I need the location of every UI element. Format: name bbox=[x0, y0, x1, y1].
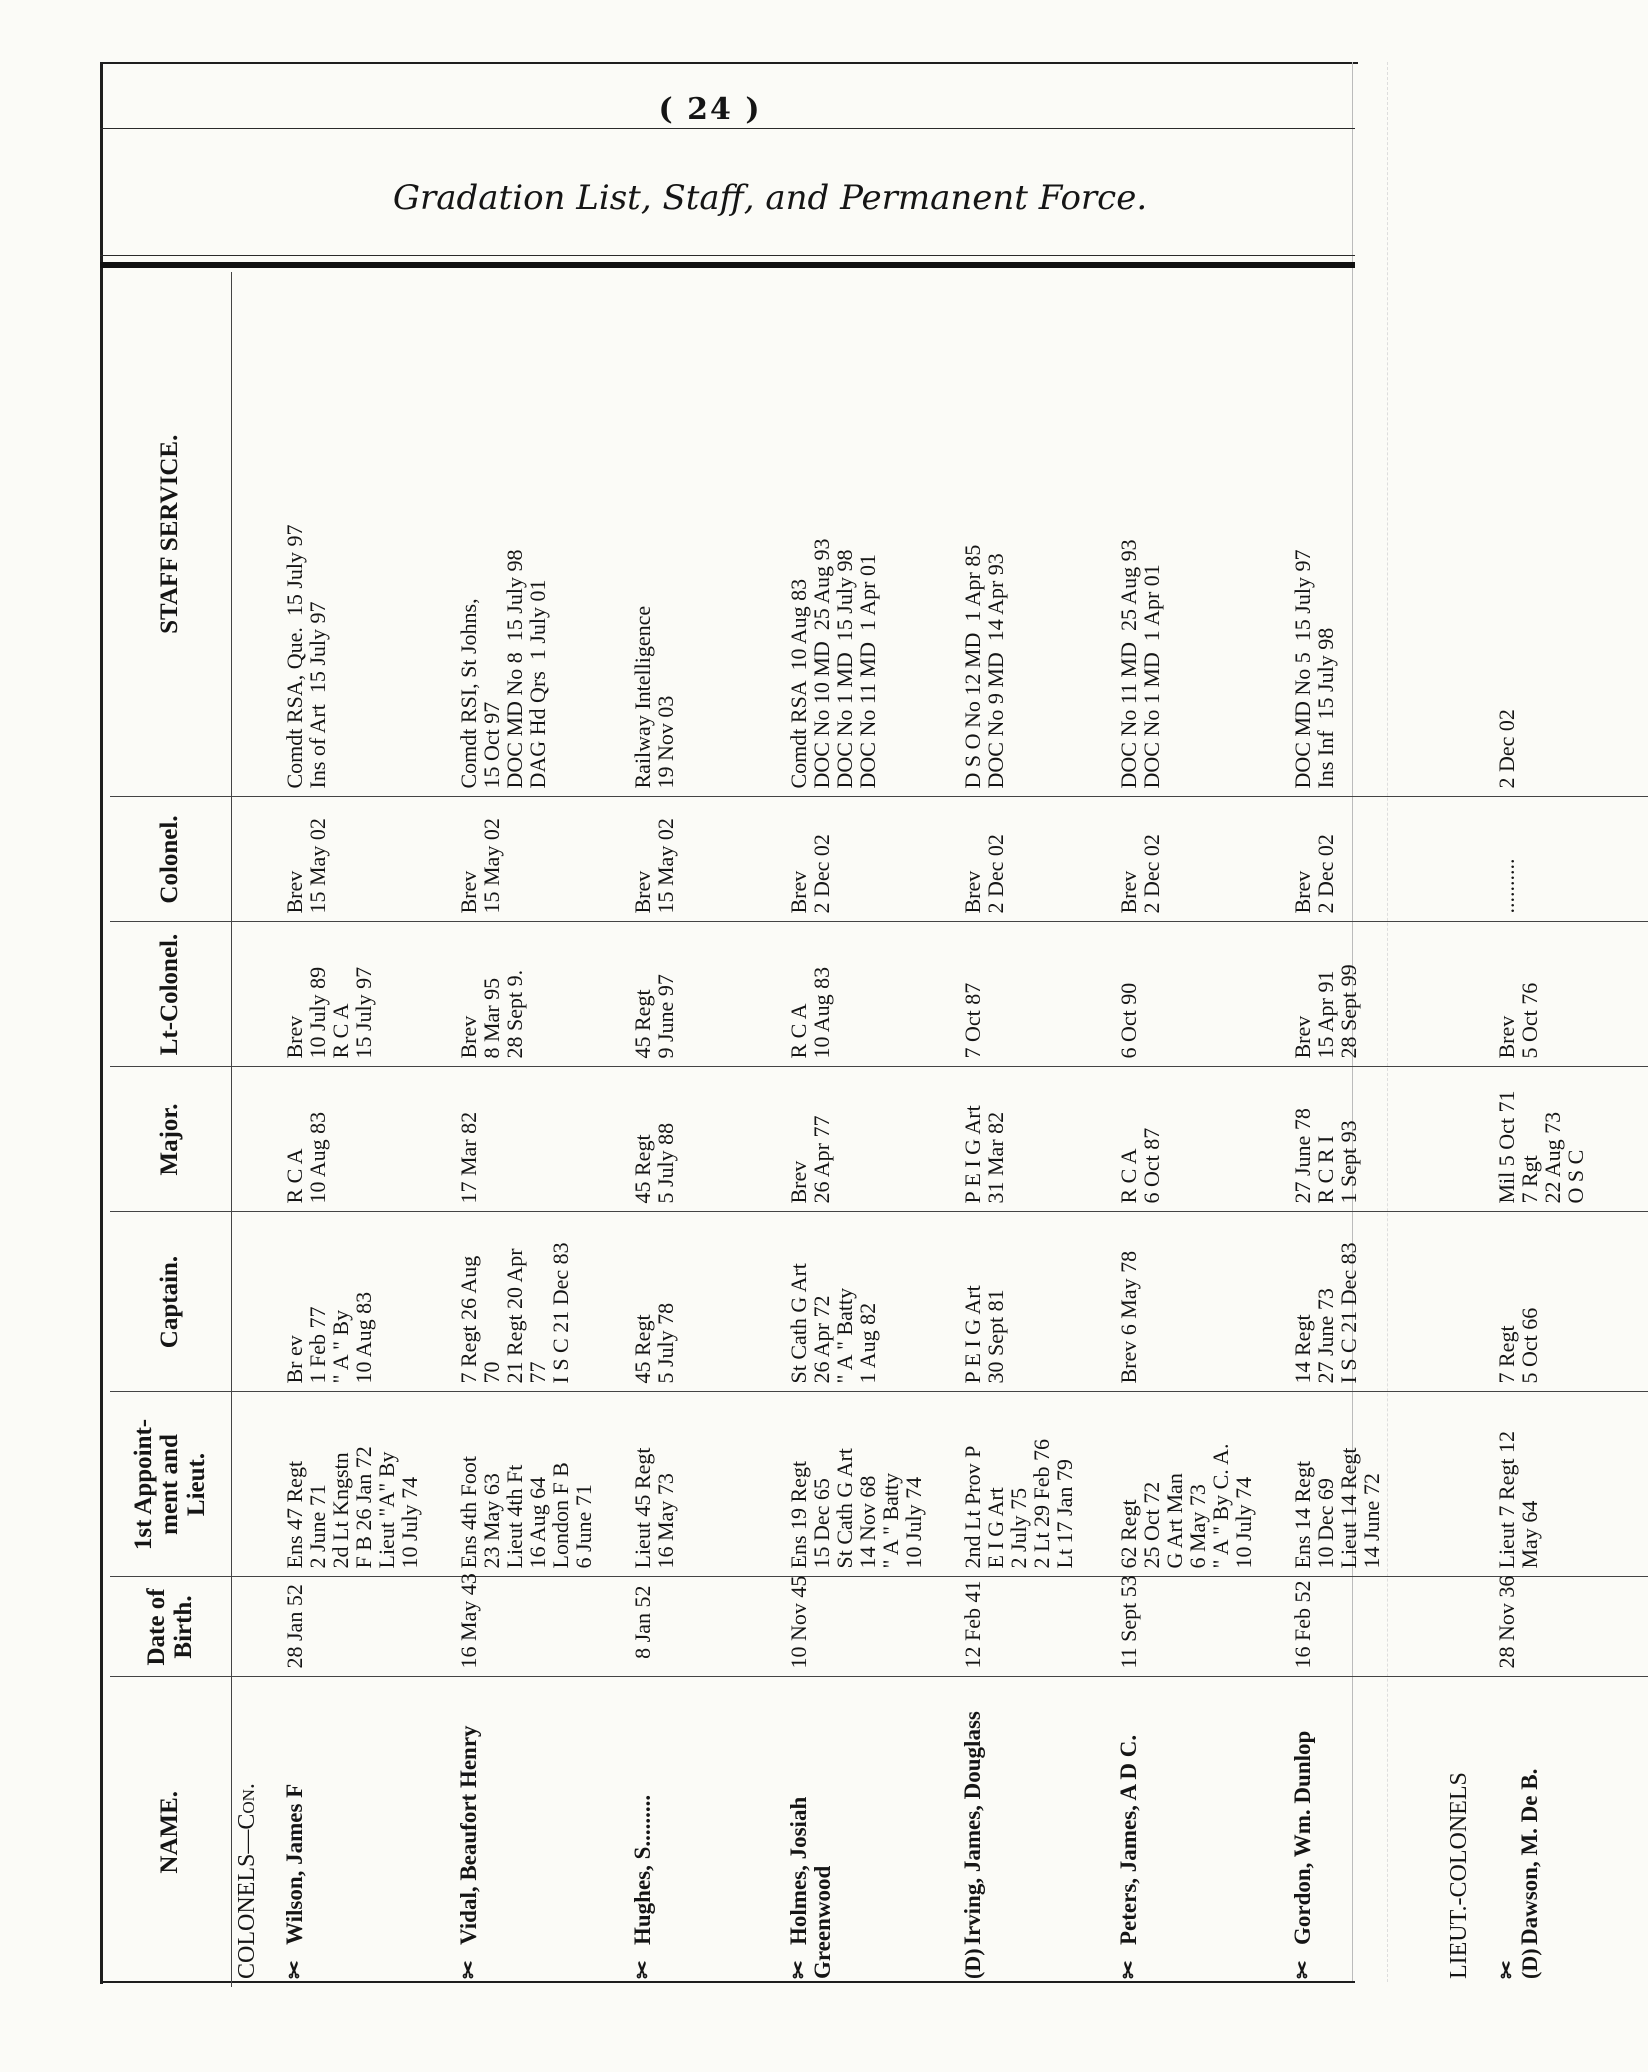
cell-colonel bbox=[1114, 797, 1288, 922]
table-row bbox=[784, 272, 958, 1987]
cell-line: 77 bbox=[525, 1361, 551, 1384]
cell-line: DOC MD No 5 15 July 97 bbox=[1290, 549, 1315, 789]
cell-lt-colonel bbox=[454, 922, 628, 1067]
cell-major bbox=[628, 1067, 784, 1212]
cell-staff-service bbox=[1114, 272, 1288, 797]
cell-line: 9 June 97 bbox=[653, 974, 679, 1059]
table-row bbox=[1492, 272, 1648, 1987]
cell-dob bbox=[784, 1577, 958, 1677]
cell-line: 2 Dec 02 bbox=[1313, 834, 1339, 914]
cell-line: 10 Aug 83 bbox=[809, 966, 835, 1059]
cell-line: 2nd Lt Prov P bbox=[960, 1445, 985, 1569]
cell-line: 15 May 02 bbox=[479, 818, 505, 914]
cell-line: 5 Oct 66 bbox=[1517, 1307, 1543, 1384]
cell-line: DOC MD No 8 15 July 98 bbox=[502, 549, 528, 789]
cell-line: D S O No 12 MD 1 Apr 85 bbox=[960, 544, 985, 789]
cell-line: Ins Inf 15 July 98 bbox=[1313, 627, 1339, 789]
header-captain: Captain. bbox=[110, 1212, 232, 1392]
header-rule-bottom bbox=[100, 255, 1355, 256]
cell-captain bbox=[958, 1212, 1114, 1392]
cell-line: O S C bbox=[1563, 1149, 1589, 1204]
cell-line: 6 Oct 90 bbox=[1116, 982, 1141, 1059]
cell-major bbox=[454, 1067, 628, 1212]
officer-name-cell bbox=[784, 1677, 958, 1987]
officer-name: Dawson, M. De B. bbox=[1517, 1768, 1543, 1945]
cell-line: 2 Dec 02 bbox=[1139, 834, 1165, 914]
cell-first-appointment bbox=[1114, 1392, 1288, 1577]
cell-lt-colonel bbox=[784, 922, 958, 1067]
cell-colonel bbox=[958, 797, 1114, 922]
officer-name: Vidal, Beaufort Henry bbox=[456, 1725, 481, 1945]
header-first-appointment: 1st Appoint- ment and Lieut. bbox=[110, 1392, 232, 1577]
cell-line: 7 Regt 26 Aug bbox=[456, 1255, 481, 1384]
header-date-of-birth: Date of Birth. bbox=[110, 1577, 232, 1677]
cell-line: 10 Nov 45 bbox=[786, 1575, 811, 1669]
cell-line: Lieut "A" By bbox=[374, 1451, 400, 1569]
cell-captain bbox=[628, 1212, 784, 1392]
cell-major bbox=[784, 1067, 958, 1212]
cell-line: 2 Lt 29 Feb 76 bbox=[1029, 1438, 1055, 1569]
cell-line: 10 July 74 bbox=[1231, 1476, 1257, 1569]
decoration-mark-icon: ✂(D) bbox=[1494, 1948, 1543, 1979]
cell-line: G Art Man bbox=[1162, 1473, 1188, 1569]
cell-line: 10 July 89 bbox=[305, 966, 331, 1059]
cell-line: 16 Feb 52 bbox=[1290, 1580, 1315, 1669]
cell-dob bbox=[1492, 1577, 1648, 1677]
cell-line: Brev bbox=[1116, 870, 1141, 914]
cell-major bbox=[1492, 1067, 1648, 1212]
section-empty-cell bbox=[232, 922, 281, 1067]
cell-dob bbox=[958, 1577, 1114, 1677]
cell-staff-service bbox=[1288, 272, 1444, 797]
cell-line: Brev bbox=[786, 1160, 811, 1204]
cell-line: DOC No 9 MD 14 Apr 93 bbox=[983, 553, 1009, 789]
cell-line: 45 Regt bbox=[630, 1134, 655, 1204]
cell-line: 28 Jan 52 bbox=[282, 1584, 307, 1669]
cell-captain bbox=[454, 1212, 628, 1392]
cell-line: Lieut 4th Ft bbox=[502, 1464, 528, 1569]
cell-line: R C A bbox=[1116, 1148, 1141, 1204]
cell-line: 14 Nov 68 bbox=[855, 1475, 881, 1569]
section-empty-cell bbox=[232, 1067, 281, 1212]
cell-first-appointment bbox=[280, 1392, 454, 1577]
table-row bbox=[628, 272, 784, 1987]
cell-line: Brev bbox=[1290, 870, 1315, 914]
cell-line: Brev bbox=[630, 870, 655, 914]
cell-line: Ins of Art 15 July 97 bbox=[305, 601, 331, 789]
page-number: ( 24 ) bbox=[658, 92, 762, 127]
cell-line: 7 Regt bbox=[1494, 1325, 1519, 1384]
cell-line: 31 Mar 82 bbox=[983, 1111, 1009, 1204]
cell-colonel bbox=[280, 797, 454, 922]
table-row bbox=[1288, 272, 1444, 1987]
cell-staff-service bbox=[784, 272, 958, 797]
cell-lt-colonel bbox=[1288, 922, 1444, 1067]
officer-name: Holmes, Josiah Greenwood bbox=[786, 1796, 836, 1979]
cell-line: 19 Nov 03 bbox=[653, 695, 679, 789]
cell-line: " A " By C. A. bbox=[1208, 1443, 1234, 1569]
section-empty-cell bbox=[232, 1212, 281, 1392]
cell-line: Comdt RSI, St Johns, bbox=[456, 598, 481, 789]
cell-colonel bbox=[784, 797, 958, 922]
cell-line: R C R I bbox=[1313, 1135, 1339, 1204]
section-row bbox=[1444, 272, 1492, 1987]
header-name: NAME. bbox=[110, 1677, 232, 1987]
cell-line: Lieut 7 Regt 12 bbox=[1494, 1431, 1519, 1569]
cell-line: 12 Feb 41 bbox=[960, 1580, 985, 1669]
officer-name: Irving, James, Douglass bbox=[960, 1711, 985, 1945]
cell-line: 15 Dec 65 bbox=[809, 1478, 835, 1569]
cell-line: 16 Aug 64 bbox=[525, 1476, 551, 1569]
section-empty-cell bbox=[1444, 1392, 1492, 1577]
cell-line: May 64 bbox=[1517, 1500, 1543, 1569]
decoration-mark-icon: ✂ bbox=[1116, 1960, 1141, 1979]
decoration-mark-icon: ✂ bbox=[1290, 1960, 1315, 1979]
cell-line: Ens 47 Regt bbox=[282, 1460, 307, 1569]
officer-name-cell bbox=[280, 1677, 454, 1987]
cell-line: R C A bbox=[282, 1148, 307, 1204]
cell-staff-service bbox=[1492, 272, 1648, 797]
table-row bbox=[1114, 272, 1288, 1987]
cell-line: 45 Regt bbox=[630, 989, 655, 1059]
cell-line: St Cath G Art bbox=[786, 1263, 811, 1384]
cell-line: 5 July 88 bbox=[653, 1122, 679, 1204]
cell-line: 10 Aug 83 bbox=[305, 1111, 331, 1204]
cell-line: 21 Regt 20 Apr bbox=[502, 1248, 528, 1384]
cell-line: 15 May 02 bbox=[305, 818, 331, 914]
cell-line: 27 June 73 bbox=[1313, 1288, 1339, 1384]
header-lt-colonel: Lt-Colonel. bbox=[110, 922, 232, 1067]
gradation-table bbox=[110, 272, 1648, 1987]
cell-major bbox=[1114, 1067, 1288, 1212]
cell-colonel bbox=[1288, 797, 1444, 922]
cell-captain bbox=[1492, 1212, 1648, 1392]
cell-staff-service bbox=[280, 272, 454, 797]
cell-line: 1 Feb 77 bbox=[305, 1306, 331, 1384]
cell-line: 1 Sept 93 bbox=[1336, 1120, 1362, 1204]
cell-line: Brev bbox=[282, 870, 307, 914]
officer-name: Hughes, S......... bbox=[630, 1794, 655, 1945]
cell-line: 30 Sept 81 bbox=[983, 1289, 1009, 1384]
table-body bbox=[232, 272, 1648, 1987]
header-colonel: Colonel. bbox=[110, 797, 232, 922]
cell-line: DAG Hd Qrs 1 July 01 bbox=[525, 579, 551, 789]
cell-captain bbox=[1288, 1212, 1444, 1392]
officer-name-cell bbox=[958, 1677, 1114, 1987]
cell-line: " A " Batty bbox=[878, 1472, 904, 1569]
officer-name-cell bbox=[1114, 1677, 1288, 1987]
cell-line: Brev bbox=[282, 1015, 307, 1059]
cell-line: Mil 5 Oct 71 bbox=[1494, 1090, 1519, 1204]
cell-dob bbox=[454, 1573, 628, 1677]
section-label: COLONELS—Con. bbox=[234, 1783, 260, 1979]
cell-line: 22 Aug 73 bbox=[1540, 1111, 1566, 1204]
cell-first-appointment bbox=[958, 1392, 1114, 1577]
rotated-table-wrapper bbox=[110, 272, 1589, 1987]
cell-line: Ens 14 Regt bbox=[1290, 1460, 1315, 1569]
officer-name: Peters, James, A D C. bbox=[1116, 1734, 1141, 1945]
cell-line: 28 Sept 9. bbox=[502, 969, 528, 1059]
decoration-mark-icon: ✂ bbox=[630, 1960, 655, 1979]
cell-line: Lieut 45 Regt bbox=[630, 1447, 655, 1569]
cell-line: 15 July 97 bbox=[351, 966, 377, 1059]
cell-line: Br ev bbox=[282, 1335, 307, 1384]
cell-captain bbox=[784, 1212, 958, 1392]
cell-line: Brev bbox=[456, 870, 481, 914]
cell-line: 5 Oct 76 bbox=[1517, 982, 1543, 1059]
cell-line: 14 Regt bbox=[1290, 1314, 1315, 1384]
cell-line: 2 Dec 02 bbox=[1494, 709, 1519, 789]
decoration-mark-icon: (D) bbox=[960, 1948, 985, 1979]
cell-line: 45 Regt bbox=[630, 1314, 655, 1384]
section-row bbox=[232, 272, 281, 1987]
cell-line: E I G Art bbox=[983, 1487, 1009, 1569]
decoration-mark-icon: ✂ bbox=[282, 1960, 307, 1979]
section-empty-cell bbox=[1444, 922, 1492, 1067]
section-label: LIEUT.-COLONELS bbox=[1446, 1772, 1472, 1979]
officer-name: Wilson, James F bbox=[282, 1783, 307, 1945]
cell-dob bbox=[1114, 1577, 1288, 1677]
cell-lt-colonel bbox=[628, 922, 784, 1067]
cell-major bbox=[1288, 1067, 1444, 1212]
cell-major bbox=[958, 1067, 1114, 1212]
cell-first-appointment bbox=[454, 1392, 628, 1577]
cell-line: 2 Dec 02 bbox=[809, 834, 835, 914]
cell-line: 6 May 73 bbox=[1185, 1484, 1211, 1569]
officer-name-cell bbox=[628, 1677, 784, 1987]
section-empty-cell bbox=[1444, 1067, 1492, 1212]
officer-name: Gordon, Wm. Dunlop bbox=[1290, 1730, 1315, 1945]
cell-major bbox=[280, 1067, 454, 1212]
cell-line: 8 Mar 95 bbox=[479, 977, 505, 1059]
cell-lt-colonel bbox=[1492, 922, 1648, 1067]
cell-dob bbox=[1288, 1577, 1444, 1677]
cell-lt-colonel bbox=[1114, 922, 1288, 1067]
cell-line: Railway Intelligence bbox=[630, 605, 655, 789]
cell-line: 70 bbox=[479, 1361, 505, 1384]
cell-line: DOC No 1 MD 15 July 98 bbox=[832, 549, 858, 789]
cell-line: 16 May 43 bbox=[456, 1573, 481, 1669]
header-rule-top bbox=[100, 128, 1355, 129]
cell-dob bbox=[628, 1577, 784, 1677]
cell-first-appointment bbox=[784, 1392, 958, 1577]
section-empty-cell bbox=[232, 1392, 281, 1577]
cell-line: 15 Apr 91 bbox=[1313, 970, 1339, 1059]
cell-line: R C A bbox=[786, 1003, 811, 1059]
cell-line: 28 Nov 36 bbox=[1494, 1575, 1519, 1669]
cell-line: DOC No 11 MD 25 Aug 93 bbox=[1116, 539, 1141, 789]
cell-line: Brev bbox=[1494, 1015, 1519, 1059]
cell-lt-colonel bbox=[958, 922, 1114, 1067]
cell-line: 15 May 02 bbox=[653, 818, 679, 914]
cell-line: 26 Apr 72 bbox=[809, 1295, 835, 1384]
cell-line: Brev bbox=[960, 870, 985, 914]
cell-line: 15 Oct 97 bbox=[479, 701, 505, 789]
cell-line: Comdt RSA 10 Aug 83 bbox=[786, 578, 811, 789]
cell-lt-colonel bbox=[280, 922, 454, 1067]
section-empty-cell bbox=[1444, 1212, 1492, 1392]
cell-line: 10 July 74 bbox=[901, 1476, 927, 1569]
section-empty-cell bbox=[232, 797, 281, 922]
cell-line: DOC No 10 MD 25 Aug 93 bbox=[809, 538, 835, 789]
cell-line: 62 Regt bbox=[1116, 1499, 1141, 1569]
cell-line: " A " Batty bbox=[832, 1287, 858, 1384]
cell-line: Brev bbox=[456, 1015, 481, 1059]
cell-line: Comdt RSA, Que. 15 July 97 bbox=[282, 524, 307, 789]
cell-line: Brev bbox=[1290, 1015, 1315, 1059]
cell-line: I S C 21 Dec 83 bbox=[548, 1242, 574, 1384]
cell-line: F B 26 Jan 72 bbox=[351, 1446, 377, 1569]
header-row bbox=[110, 272, 232, 1987]
cell-line: Brev 6 May 78 bbox=[1116, 1250, 1141, 1384]
section-empty-cell bbox=[1444, 1577, 1492, 1677]
cell-captain bbox=[280, 1212, 454, 1392]
cell-line: 28 Sept 99 bbox=[1336, 964, 1362, 1059]
cell-line: 14 June 72 bbox=[1359, 1473, 1385, 1569]
decoration-mark-icon: ✂ bbox=[456, 1960, 481, 1979]
cell-line: 1 Aug 82 bbox=[855, 1302, 881, 1384]
cell-first-appointment bbox=[1288, 1392, 1444, 1577]
cell-line: I S C 21 Dec 83 bbox=[1336, 1242, 1362, 1384]
cell-line: Lt 17 Jan 79 bbox=[1052, 1459, 1078, 1569]
cell-line: 8 Jan 52 bbox=[630, 1585, 655, 1659]
cell-line: 25 Oct 72 bbox=[1139, 1481, 1165, 1569]
cell-line: Ens 4th Foot bbox=[456, 1456, 481, 1569]
cell-line: 6 June 71 bbox=[571, 1484, 597, 1569]
decoration-mark-icon: ✂ bbox=[786, 1960, 811, 1979]
cell-line: R C A bbox=[328, 1003, 354, 1059]
section-empty-cell bbox=[1444, 272, 1492, 797]
cell-line: Brev bbox=[786, 870, 811, 914]
officer-name-cell bbox=[1288, 1677, 1444, 1987]
cell-first-appointment bbox=[1492, 1392, 1648, 1577]
cell-line: 2 July 75 bbox=[1006, 1487, 1032, 1569]
header-staff-service: STAFF SERVICE. bbox=[110, 272, 232, 797]
section-empty-cell bbox=[1444, 797, 1492, 922]
cell-colonel bbox=[628, 797, 784, 922]
cell-line: St Cath G Art bbox=[832, 1448, 858, 1569]
cell-line: 16 May 73 bbox=[653, 1473, 679, 1569]
cell-line: 2d Lt Kngstn bbox=[328, 1452, 354, 1569]
header-major: Major. bbox=[110, 1067, 232, 1212]
section-label-cell bbox=[232, 1677, 281, 1987]
cell-line: 23 May 63 bbox=[479, 1473, 505, 1569]
page-title: Gradation List, Staff, and Permanent Force. bbox=[392, 178, 1148, 218]
table-row bbox=[958, 272, 1114, 1987]
table-row bbox=[454, 272, 628, 1987]
section-empty-cell bbox=[232, 1577, 281, 1677]
cell-line: 17 Mar 82 bbox=[456, 1111, 481, 1204]
cell-staff-service bbox=[628, 272, 784, 797]
cell-line: 10 Dec 69 bbox=[1313, 1478, 1339, 1569]
cell-line: .......... bbox=[1494, 858, 1519, 914]
cell-line: 10 July 74 bbox=[397, 1476, 423, 1569]
cell-line: 2 Dec 02 bbox=[983, 834, 1009, 914]
cell-colonel bbox=[1492, 797, 1648, 922]
section-label-cell bbox=[1444, 1677, 1492, 1987]
cell-first-appointment bbox=[628, 1392, 784, 1577]
cell-line: DOC No 11 MD 1 Apr 01 bbox=[855, 554, 881, 789]
cell-line: London F B bbox=[548, 1462, 574, 1569]
cell-line: P E I G Art bbox=[960, 1105, 985, 1204]
table-top-rule bbox=[100, 262, 1355, 268]
cell-line: 2 June 71 bbox=[305, 1484, 331, 1569]
cell-line: 6 Oct 87 bbox=[1139, 1127, 1165, 1204]
cell-line: 10 Aug 83 bbox=[351, 1291, 377, 1384]
cell-colonel bbox=[454, 797, 628, 922]
cell-line: " A " By bbox=[328, 1309, 354, 1384]
cell-line: 7 Oct 87 bbox=[960, 982, 985, 1059]
cell-line: P E I G Art bbox=[960, 1285, 985, 1384]
cell-line: 7 Rgt bbox=[1517, 1155, 1543, 1204]
officer-name-cell bbox=[454, 1677, 628, 1987]
cell-line: 26 Apr 77 bbox=[809, 1115, 835, 1204]
cell-captain bbox=[1114, 1212, 1288, 1392]
table-row bbox=[280, 272, 454, 1987]
cell-line: Ens 19 Regt bbox=[786, 1460, 811, 1569]
cell-line: Lieut 14 Regt bbox=[1336, 1447, 1362, 1569]
cell-staff-service bbox=[958, 272, 1114, 797]
cell-staff-service bbox=[454, 272, 628, 797]
section-empty-cell bbox=[232, 272, 281, 797]
cell-line: 5 July 78 bbox=[653, 1302, 679, 1384]
cell-line: 11 Sept 53 bbox=[1116, 1575, 1141, 1669]
cell-dob bbox=[280, 1577, 454, 1677]
officer-name-cell bbox=[1492, 1677, 1648, 1987]
cell-line: DOC No 1 MD 1 Apr 01 bbox=[1139, 564, 1165, 789]
cell-line: 27 June 78 bbox=[1290, 1108, 1315, 1204]
